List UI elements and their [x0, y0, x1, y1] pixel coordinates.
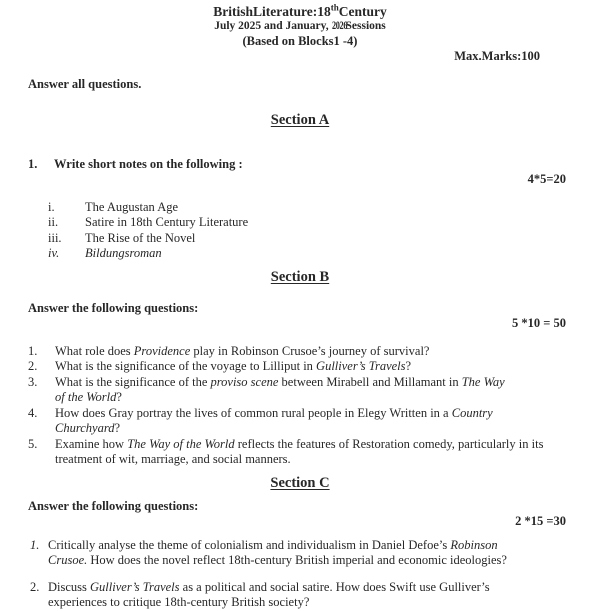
question-item: [28, 437, 572, 468]
document-header: [28, 4, 572, 48]
question-number: 3.: [28, 374, 38, 389]
question-text: What role does Providence play in Robinson Crusoe’s journey of survival?: [55, 343, 430, 358]
list-item-label: The Augustan Age: [85, 199, 179, 214]
exam-title-text: BritishLiterature:18: [213, 4, 331, 19]
list-item: [48, 215, 572, 231]
session-text: July 2025 and January,: [214, 20, 332, 32]
question-number: 1.: [28, 156, 38, 171]
list-item-label: The Rise of the Novel: [85, 230, 196, 245]
question-item: [28, 375, 572, 406]
exam-title-tail: Century: [338, 4, 387, 19]
section-c-instruction: Answer the following questions:: [28, 498, 199, 513]
section-b-heading: Section B: [270, 268, 330, 285]
question-text: Examine how The Way of the World reflects the features of Restoration comedy, particularly in its treatment of wit, marriage, and social manners.: [55, 436, 544, 466]
section-a-heading: Section A: [270, 111, 330, 128]
section-b-questions: [28, 344, 572, 468]
question-item: [30, 580, 572, 611]
question-text: What is the significance of the proviso scene between Mirabell and Millamant in The Way of the World?: [55, 374, 505, 404]
question-number: 2.: [28, 359, 38, 373]
question-text: Write short notes on the following :: [54, 156, 243, 171]
section-a-question: [28, 157, 572, 173]
question-text: Discuss Gulliver’s Travels as a political and social satire. How does Swift use Gulliver’s experiences to critique 18th-century British society?: [48, 579, 490, 609]
section-b-marks: 5 *10 = 50: [512, 316, 566, 330]
blocks-line: (Based on Blocks1 -4): [242, 33, 358, 48]
question-number: 4.: [28, 405, 38, 420]
section-b-instruction: Answer the following questions:: [28, 300, 199, 315]
list-item: [48, 231, 572, 247]
question-number: 2.: [30, 579, 40, 594]
list-item: [48, 246, 572, 262]
title-superscript: th: [330, 2, 339, 13]
section-c-marks: 2 *15 =30: [515, 514, 566, 528]
list-item-numeral: ii.: [48, 215, 59, 229]
question-item: [28, 359, 572, 375]
section-a-marks: 4*5=20: [527, 172, 566, 186]
session-year: 2026: [331, 20, 347, 32]
list-item-label: Satire in 18th Century Literature: [85, 215, 249, 229]
list-item-numeral: iii.: [48, 230, 62, 245]
question-text: What is the significance of the voyage to Lilliput in Gulliver’s Travels?: [55, 359, 412, 373]
question-text: How does Gray portray the lives of common rural people in Elegy Written in a Country Churchyard?: [55, 405, 493, 435]
list-item-label: Bildungsroman: [85, 246, 162, 260]
question-text: Critically analyse the theme of colonialism and individualism in Daniel Defoe’s Robinson Crusoe. How does the novel reflect 18th-century British imperial and economic ideologies?: [48, 537, 507, 567]
list-item: [48, 200, 572, 216]
short-notes-list: [28, 200, 572, 262]
question-number: 1.: [30, 537, 40, 552]
section-c-questions: [28, 538, 572, 611]
question-item: [28, 344, 572, 360]
question-item: [30, 538, 572, 569]
list-item-numeral: i.: [48, 199, 55, 214]
question-number: 5.: [28, 436, 38, 451]
list-item-numeral: iv.: [48, 246, 60, 260]
session-suffix: Sessions: [345, 20, 386, 32]
max-marks: Max.Marks:100: [454, 49, 540, 63]
question-item: [28, 406, 572, 437]
exam-title: [28, 4, 572, 20]
question-number: 1.: [28, 343, 38, 358]
section-c-heading: Section C: [270, 474, 330, 491]
session-line: [28, 20, 572, 34]
answer-all-instruction: Answer all questions.: [28, 77, 142, 91]
